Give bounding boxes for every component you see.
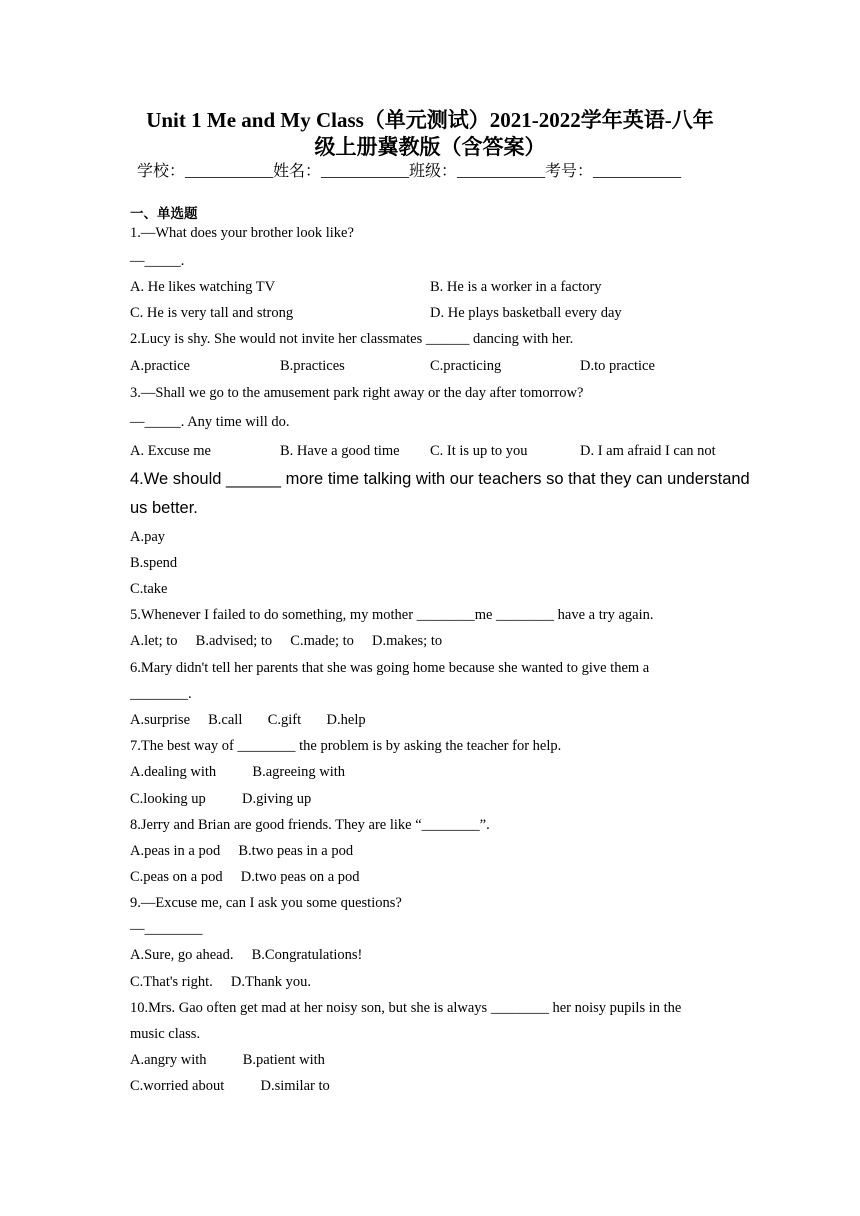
question-10-stem-continued: music class. (130, 1026, 201, 1042)
question-4-option-b: B.spend (130, 555, 178, 571)
question-3-stem-answer-line: —_____. Any time will do. (130, 414, 290, 430)
question-4-stem: 4.We should ______ more time talking with our teachers so that they can understand (130, 470, 750, 488)
document-title-line-1: Unit 1 Me and My Class（单元测试）2021-2022学年英语-八年 (146, 108, 714, 132)
question-2-stem: 2.Lucy is shy. She would not invite her classmates ______ dancing with her. (130, 331, 574, 347)
question-2-option-b: B.practices (280, 358, 345, 374)
question-9-stem: 9.—Excuse me, can I ask you some questions? (130, 895, 402, 911)
question-3-option-a: A. Excuse me (130, 443, 211, 459)
question-1-option-c: C. He is very tall and strong (130, 305, 294, 321)
question-3-option-d: D. I am afraid I can not (580, 443, 716, 459)
question-2-option-a: A.practice (130, 358, 190, 374)
question-3-option-b: B. Have a good time (280, 443, 400, 459)
question-1-option-d: D. He plays basketball every day (430, 305, 622, 321)
question-3-stem: 3.—Shall we go to the amusement park right away or the day after tomorrow? (130, 385, 584, 401)
question-6-options: A.surprise B.call C.gift D.help (130, 712, 366, 728)
question-10-stem: 10.Mrs. Gao often get mad at her noisy son, but she is always ________ her noisy pupils in the (130, 1000, 682, 1016)
question-5-options: A.let; to B.advised; to C.made; to D.makes; to (130, 633, 443, 649)
question-10-options-line-2: C.worried about D.similar to (130, 1078, 330, 1094)
question-1-option-a: A. He likes watching TV (130, 279, 276, 295)
question-8-options-line-1: A.peas in a pod B.two peas in a pod (130, 843, 354, 859)
question-3-option-c: C. It is up to you (430, 443, 528, 459)
question-9-options-line-1: A.Sure, go ahead. B.Congratulations! (130, 947, 363, 963)
question-1-stem-answer-line: —_____. (130, 253, 185, 269)
question-6-stem-continued: ________. (130, 686, 192, 702)
question-7-options-line-1: A.dealing with B.agreeing with (130, 764, 346, 780)
question-4-stem-continued: us better. (130, 499, 198, 517)
question-1-option-b: B. He is a worker in a factory (430, 279, 602, 295)
question-8-options-line-2: C.peas on a pod D.two peas on a pod (130, 869, 360, 885)
question-2-option-d: D.to practice (580, 358, 655, 374)
question-5-stem: 5.Whenever I failed to do something, my mother ________me ________ have a try again. (130, 607, 654, 623)
question-10-options-line-1: A.angry with B.patient with (130, 1052, 325, 1068)
question-2-option-c: C.practicing (430, 358, 502, 374)
student-info-line: 学校：___________姓名：___________班级：___________考号：___________ (137, 163, 682, 180)
question-9-options-line-2: C.That's right. D.Thank you. (130, 974, 312, 990)
question-7-stem: 7.The best way of ________ the problem is by asking the teacher for help. (130, 738, 562, 754)
document-title-line-2: 级上册冀教版（含答案） (314, 135, 546, 159)
question-6-stem: 6.Mary didn't tell her parents that she was going home because she wanted to give them a (130, 660, 650, 676)
question-1-stem: 1.—What does your brother look like? (130, 225, 354, 241)
section-title: 一、单选题 (130, 206, 198, 222)
question-9-stem-answer-line: —________ (130, 921, 203, 937)
question-4-option-a: A.pay (130, 529, 166, 545)
question-4-option-c: C.take (130, 581, 168, 597)
question-8-stem: 8.Jerry and Brian are good friends. They are like “________”. (130, 817, 490, 833)
question-7-options-line-2: C.looking up D.giving up (130, 791, 312, 807)
